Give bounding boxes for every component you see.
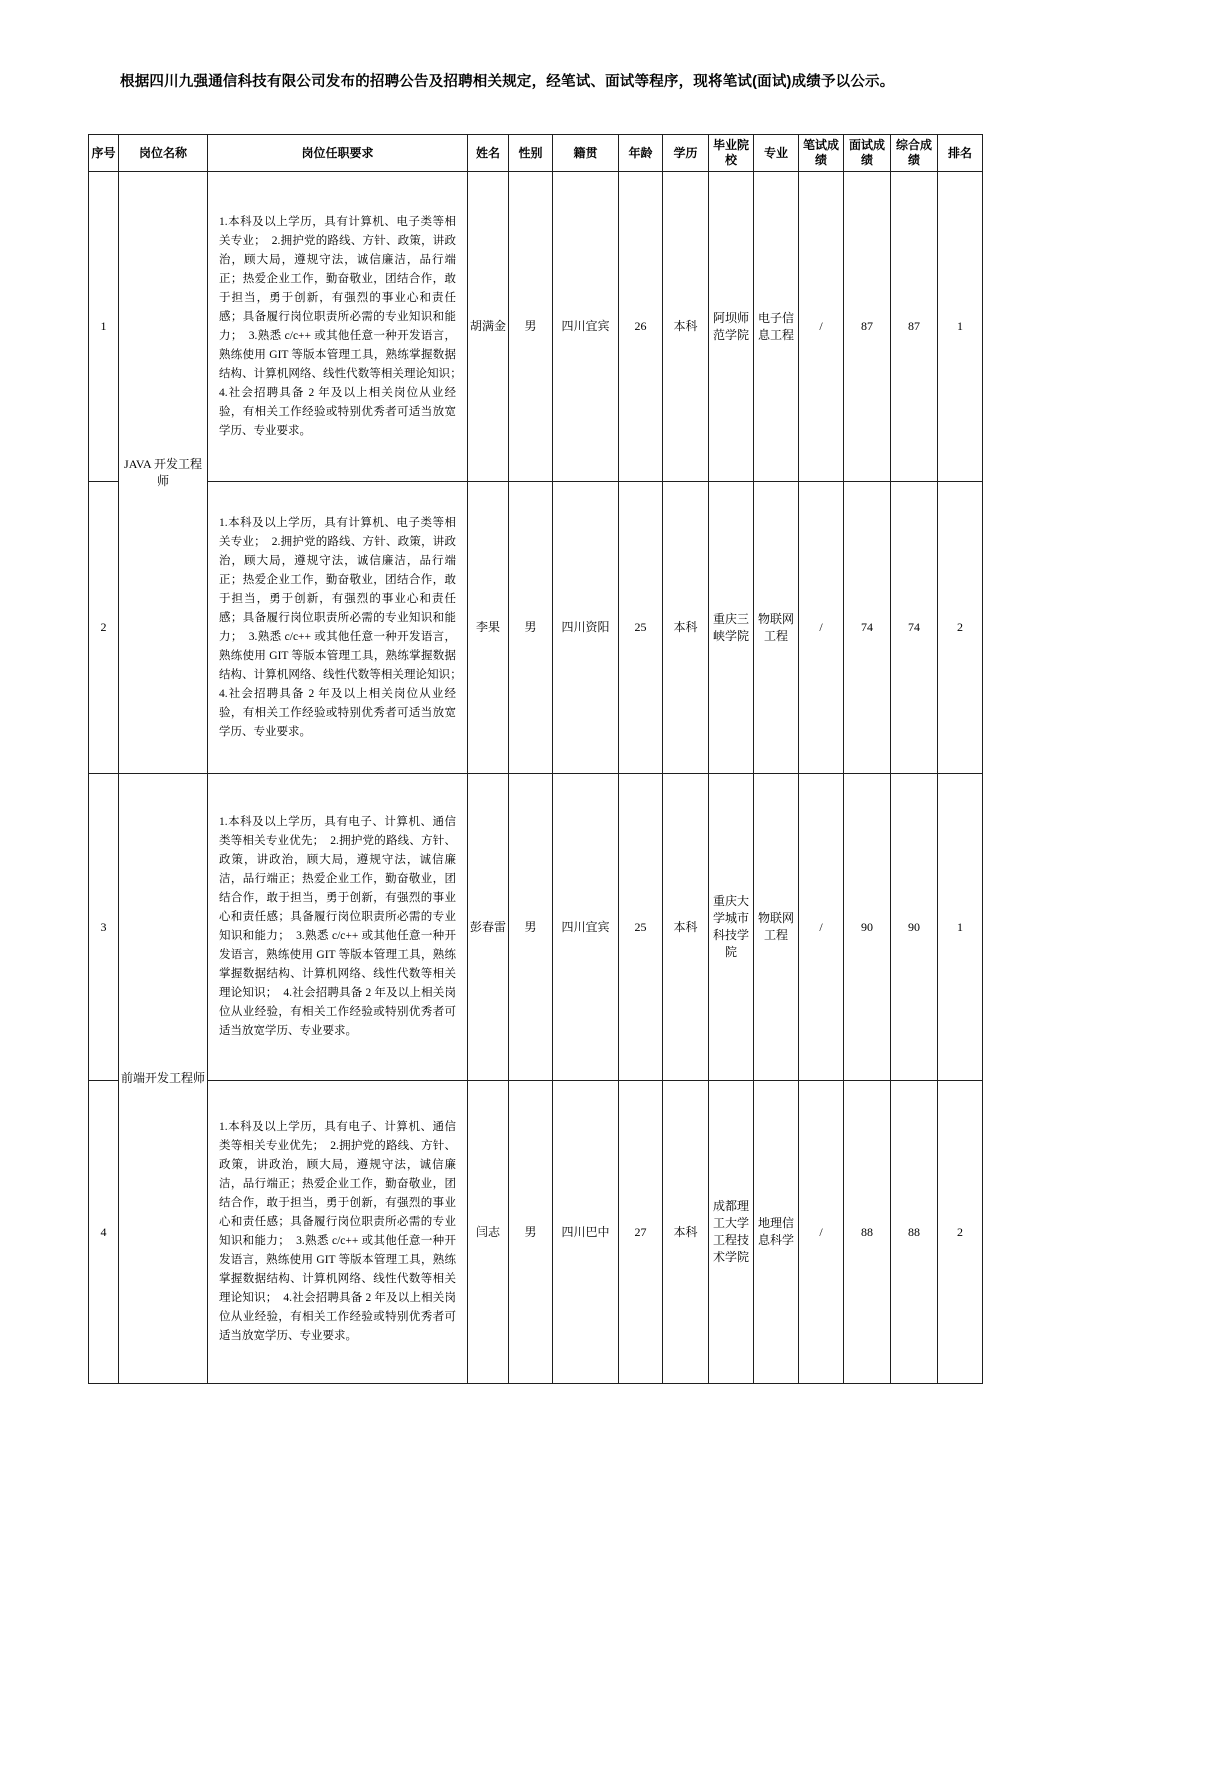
cell-education: 本科	[663, 482, 709, 774]
cell-hometown: 四川巴中	[553, 1081, 619, 1384]
cell-position-java: JAVA 开发工程师	[119, 172, 208, 774]
cell-name: 闫志	[468, 1081, 509, 1384]
col-header-name: 姓名	[468, 135, 509, 172]
col-header-age: 年龄	[619, 135, 663, 172]
cell-serial: 4	[89, 1081, 119, 1384]
cell-age: 27	[619, 1081, 663, 1384]
cell-interview-score: 87	[844, 172, 891, 482]
col-header-written-score: 笔试成绩	[799, 135, 844, 172]
cell-hometown: 四川宜宾	[553, 172, 619, 482]
cell-major: 地理信息科学	[754, 1081, 799, 1384]
cell-hometown: 四川宜宾	[553, 774, 619, 1081]
cell-education: 本科	[663, 172, 709, 482]
col-header-major: 专业	[754, 135, 799, 172]
cell-serial: 1	[89, 172, 119, 482]
cell-requirements: 1.本科及以上学历，具有计算机、电子类等相关专业； 2.拥护党的路线、方针、政策，讲政治，顾大局，遵规守法，诚信廉洁，品行端正；热爱企业工作，勤奋敬业，团结合作，敢于担当，勇于创新，有强烈的事业心和责任感；具备履行岗位职责所必需的专业知识和能力； 3.熟悉 c/c++ 或其他任意一种开发语言，熟练使用 GIT 等版本管理工具，熟练掌握数据结构、计算机网络、线性代数等相关理论知识； 4.社会招聘具备 2 年及以上相关岗位从业经验，有相关工作经验或特别优秀者可适当放宽学历、专业要求。	[208, 482, 468, 774]
col-header-school: 毕业院校	[709, 135, 754, 172]
cell-rank: 1	[938, 172, 983, 482]
cell-rank: 1	[938, 774, 983, 1081]
col-header-position: 岗位名称	[119, 135, 208, 172]
col-header-interview-score: 面试成绩	[844, 135, 891, 172]
cell-requirements: 1.本科及以上学历，具有电子、计算机、通信类等相关专业优先； 2.拥护党的路线、方针、政策，讲政治，顾大局，遵规守法，诚信廉洁，品行端正；热爱企业工作，勤奋敬业，团结合作，敢于担当，勇于创新，有强烈的事业心和责任感；具备履行岗位职责所必需的专业知识和能力； 3.熟悉 c/c++ 或其他任意一种开发语言，熟练使用 GIT 等版本管理工具，熟练掌握数据结构、计算机网络、线性代数等相关理论知识； 4.社会招聘具备 2 年及以上相关岗位从业经验，有相关工作经验或特别优秀者可适当放宽学历、专业要求。	[208, 774, 468, 1081]
cell-written-score: /	[799, 482, 844, 774]
table-row-2	[89, 482, 983, 774]
cell-education: 本科	[663, 774, 709, 1081]
header-row	[89, 135, 983, 172]
cell-serial: 3	[89, 774, 119, 1081]
col-header-gender: 性别	[509, 135, 553, 172]
cell-age: 25	[619, 774, 663, 1081]
col-header-serial: 序号	[89, 135, 119, 172]
cell-school: 阿坝师范学院	[709, 172, 754, 482]
table-row-4	[89, 1081, 983, 1384]
cell-school: 成都理工大学工程技术学院	[709, 1081, 754, 1384]
cell-position-frontend: 前端开发工程师	[119, 774, 208, 1384]
cell-age: 25	[619, 482, 663, 774]
cell-overall-score: 74	[891, 482, 938, 774]
cell-major: 物联网工程	[754, 774, 799, 1081]
cell-major: 物联网工程	[754, 482, 799, 774]
cell-name: 胡满金	[468, 172, 509, 482]
cell-interview-score: 90	[844, 774, 891, 1081]
cell-interview-score: 88	[844, 1081, 891, 1384]
cell-overall-score: 90	[891, 774, 938, 1081]
cell-written-score: /	[799, 172, 844, 482]
cell-gender: 男	[509, 482, 553, 774]
cell-interview-score: 74	[844, 482, 891, 774]
col-header-rank: 排名	[938, 135, 983, 172]
col-header-overall-score: 综合成绩	[891, 135, 938, 172]
table-row-3	[89, 774, 983, 1081]
col-header-requirements: 岗位任职要求	[208, 135, 468, 172]
results-table	[88, 134, 983, 1384]
col-header-hometown: 籍贯	[553, 135, 619, 172]
cell-overall-score: 87	[891, 172, 938, 482]
cell-rank: 2	[938, 482, 983, 774]
cell-school: 重庆大学城市科技学院	[709, 774, 754, 1081]
cell-written-score: /	[799, 774, 844, 1081]
cell-written-score: /	[799, 1081, 844, 1384]
cell-requirements: 1.本科及以上学历，具有计算机、电子类等相关专业； 2.拥护党的路线、方针、政策，讲政治，顾大局，遵规守法，诚信廉洁，品行端正；热爱企业工作，勤奋敬业，团结合作，敢于担当，勇于创新，有强烈的事业心和责任感；具备履行岗位职责所必需的专业知识和能力； 3.熟悉 c/c++ 或其他任意一种开发语言，熟练使用 GIT 等版本管理工具，熟练掌握数据结构、计算机网络、线性代数等相关理论知识； 4.社会招聘具备 2 年及以上相关岗位从业经验，有相关工作经验或特别优秀者可适当放宽学历、专业要求。	[208, 172, 468, 482]
cell-requirements: 1.本科及以上学历，具有电子、计算机、通信类等相关专业优先； 2.拥护党的路线、方针、政策，讲政治，顾大局，遵规守法，诚信廉洁，品行端正；热爱企业工作，勤奋敬业，团结合作，敢于担当，勇于创新，有强烈的事业心和责任感；具备履行岗位职责所必需的专业知识和能力； 3.熟悉 c/c++ 或其他任意一种开发语言，熟练使用 GIT 等版本管理工具，熟练掌握数据结构、计算机网络、线性代数等相关理论知识； 4.社会招聘具备 2 年及以上相关岗位从业经验，有相关工作经验或特别优秀者可适当放宽学历、专业要求。	[208, 1081, 468, 1384]
col-header-education: 学历	[663, 135, 709, 172]
table-row-1	[89, 172, 983, 482]
cell-gender: 男	[509, 1081, 553, 1384]
cell-gender: 男	[509, 172, 553, 482]
cell-education: 本科	[663, 1081, 709, 1384]
cell-age: 26	[619, 172, 663, 482]
cell-school: 重庆三峡学院	[709, 482, 754, 774]
cell-overall-score: 88	[891, 1081, 938, 1384]
cell-hometown: 四川资阳	[553, 482, 619, 774]
cell-name: 彭春雷	[468, 774, 509, 1081]
cell-rank: 2	[938, 1081, 983, 1384]
cell-serial: 2	[89, 482, 119, 774]
cell-gender: 男	[509, 774, 553, 1081]
cell-name: 李果	[468, 482, 509, 774]
announcement-title: 根据四川九强通信科技有限公司发布的招聘公告及招聘相关规定，经笔试、面试等程序，现将笔试(面试)成绩予以公示。	[120, 74, 895, 90]
cell-major: 电子信息工程	[754, 172, 799, 482]
